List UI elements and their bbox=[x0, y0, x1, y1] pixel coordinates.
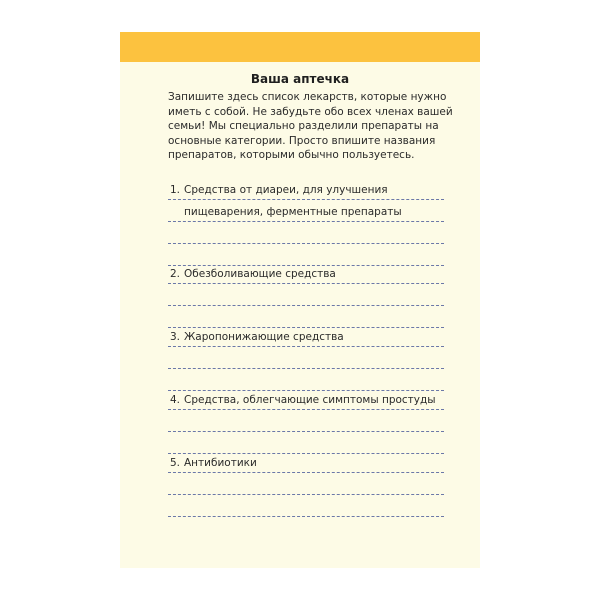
write-line[interactable] bbox=[168, 325, 444, 347]
intro-line: Запишите здесь список лекарств, которые нужно bbox=[168, 91, 447, 103]
category-2 bbox=[168, 262, 444, 328]
category-label: Обезболивающие средства bbox=[184, 268, 336, 280]
write-line[interactable] bbox=[168, 178, 444, 200]
category-label-continued: пищеварения, ферментные препараты bbox=[184, 206, 402, 218]
page-title: Ваша аптечка bbox=[250, 72, 350, 86]
category-label: Средства, облегчающие симптомы простуды bbox=[184, 394, 436, 406]
write-line[interactable] bbox=[168, 284, 444, 306]
intro-line: семьи! Мы специально разделили препараты на bbox=[168, 120, 439, 132]
write-line[interactable] bbox=[168, 410, 444, 432]
category-number: 2. bbox=[170, 268, 181, 280]
write-line[interactable] bbox=[168, 388, 444, 410]
booklet-page bbox=[120, 32, 480, 568]
write-line[interactable] bbox=[168, 451, 444, 473]
category-number: 4. bbox=[170, 394, 181, 406]
intro-line: препаратов, которыми обычно пользуетесь. bbox=[168, 149, 415, 161]
intro-line: иметь с собой. Не забудьте обо всех членах вашей bbox=[168, 105, 453, 118]
category-4 bbox=[168, 388, 444, 454]
write-line[interactable] bbox=[168, 495, 444, 517]
category-number: 1. bbox=[170, 184, 181, 196]
intro-line: основные категории. Просто впишите названия bbox=[168, 134, 436, 147]
write-line[interactable] bbox=[168, 222, 444, 244]
category-5 bbox=[168, 451, 444, 517]
write-line[interactable] bbox=[168, 347, 444, 369]
category-3 bbox=[168, 325, 444, 391]
write-line[interactable] bbox=[168, 200, 444, 222]
write-line[interactable] bbox=[168, 262, 444, 284]
category-label: Средства от диареи, для улучшения bbox=[184, 184, 388, 196]
write-line[interactable] bbox=[168, 473, 444, 495]
category-number: 5. bbox=[170, 457, 181, 469]
category-label: Антибиотики bbox=[184, 457, 257, 469]
intro-paragraph bbox=[168, 90, 453, 163]
category-1 bbox=[168, 178, 444, 266]
top-color-band bbox=[120, 32, 480, 62]
category-label: Жаропонижающие средства bbox=[184, 331, 344, 343]
category-number: 3. bbox=[170, 331, 181, 343]
